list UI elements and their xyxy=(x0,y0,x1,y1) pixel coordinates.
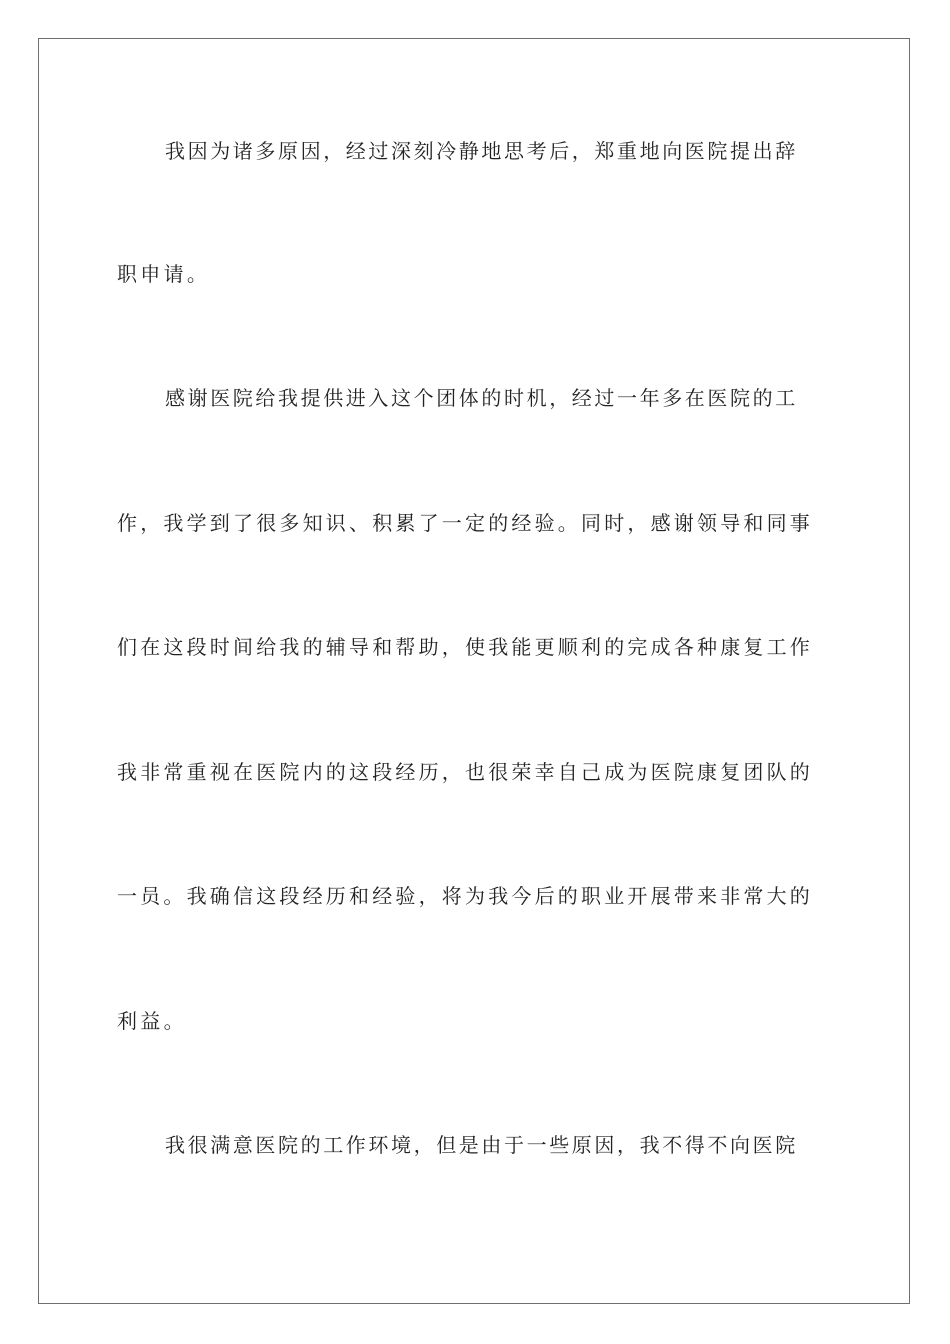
paragraph-2-line-3: 们在这段时间给我的辅导和帮助，使我能更顺利的完成各种康复工作 xyxy=(117,635,813,659)
paragraph-2-line-1: 感谢医院给我提供进入这个团体的时机，经过一年多在医院的工 xyxy=(165,386,798,410)
paragraph-4-line-1: 我很满意医院的工作环境，但是由于一些原因，我不得不向医院 xyxy=(165,1133,798,1157)
paragraph-2-line-2: 作，我学到了很多知识、积累了一定的经验。同时，感谢领导和同事 xyxy=(117,511,813,535)
paragraph-1-line-2: 职申请。 xyxy=(117,262,211,286)
paragraph-3-line-3: 利益。 xyxy=(117,1009,187,1033)
paragraph-3-line-1: 我非常重视在医院内的这段经历，也很荣幸自己成为医院康复团队的 xyxy=(117,760,813,784)
paragraph-3-line-2: 一员。我确信这段经历和经验，将为我今后的职业开展带来非常大的 xyxy=(117,884,813,908)
page-border xyxy=(38,38,910,1304)
paragraph-1-line-1: 我因为诸多原因，经过深刻冷静地思考后，郑重地向医院提出辞 xyxy=(165,139,798,163)
